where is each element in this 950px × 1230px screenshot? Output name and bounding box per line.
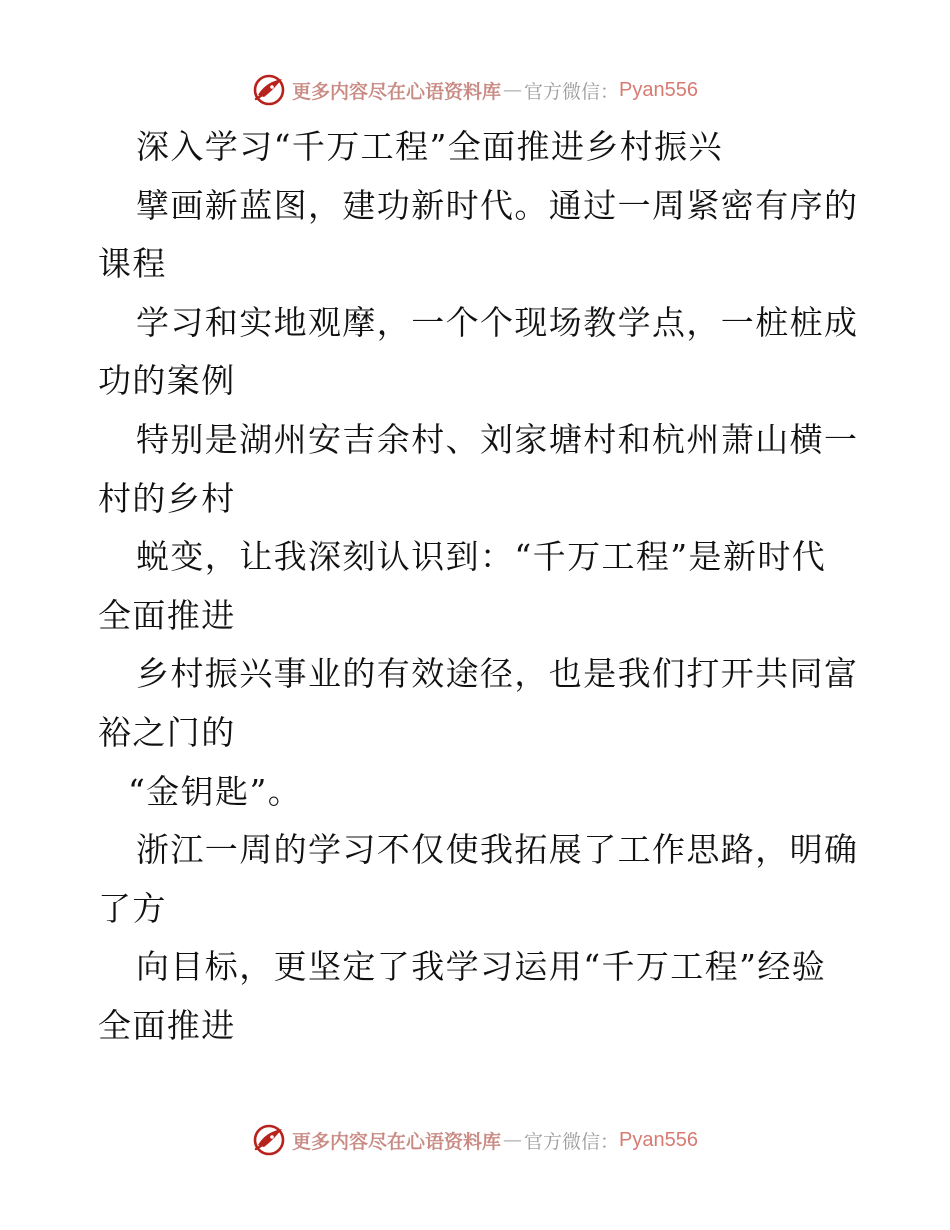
- banner-wechat-label: 官方微信：: [524, 1130, 620, 1153]
- banner-wechat-label: 官方微信：: [524, 80, 620, 103]
- text-line: 深入学习“千万工程”全面推进乡村振兴: [136, 127, 723, 166]
- text-line: 全面推进: [98, 595, 236, 635]
- footer-banner: [0, 1120, 950, 1160]
- text-line: 乡村振兴事业的有效途径，也是我们打开共同富: [136, 654, 859, 694]
- text-line: 蜕变，让我深刻认识到：“千万工程”是新时代: [136, 537, 827, 577]
- text-line: 向目标，更坚定了我学习运用“千万工程”经验: [136, 947, 827, 987]
- text-line: 了方: [98, 888, 167, 928]
- text-line: “金钥匙”。: [128, 771, 303, 811]
- banner-dash: —: [503, 79, 523, 101]
- text-line: 课程: [98, 244, 167, 284]
- text-line: 浙江一周的学习不仅使我拓展了工作思路，明确: [136, 830, 859, 870]
- text-line: 村的乡村: [98, 478, 236, 518]
- text-line: 学习和实地观摩，一个个现场教学点，一桩桩成: [136, 302, 859, 342]
- banner-slogan: 更多内容尽在心语资料库: [292, 80, 502, 103]
- text-line: 功的案例: [98, 361, 236, 401]
- document-body: [98, 118, 858, 1056]
- banner-slogan: 更多内容尽在心语资料库: [292, 1130, 502, 1153]
- text-line: 擘画新蓝图，建功新时代。通过一周紧密有序的: [136, 185, 859, 225]
- pen-nib-logo-icon: [252, 1123, 286, 1157]
- banner-wechat-id: Pyan556: [619, 1128, 698, 1151]
- text-line: 特别是湖州安吉余村、刘家塘村和杭州萧山横一: [136, 419, 859, 459]
- pen-nib-logo-icon: [252, 73, 286, 107]
- banner-wechat-id: Pyan556: [619, 78, 698, 101]
- text-line: 全面推进: [98, 1005, 236, 1045]
- banner-dash: —: [503, 1129, 523, 1151]
- header-banner: [0, 70, 950, 110]
- text-line: 裕之门的: [98, 712, 236, 752]
